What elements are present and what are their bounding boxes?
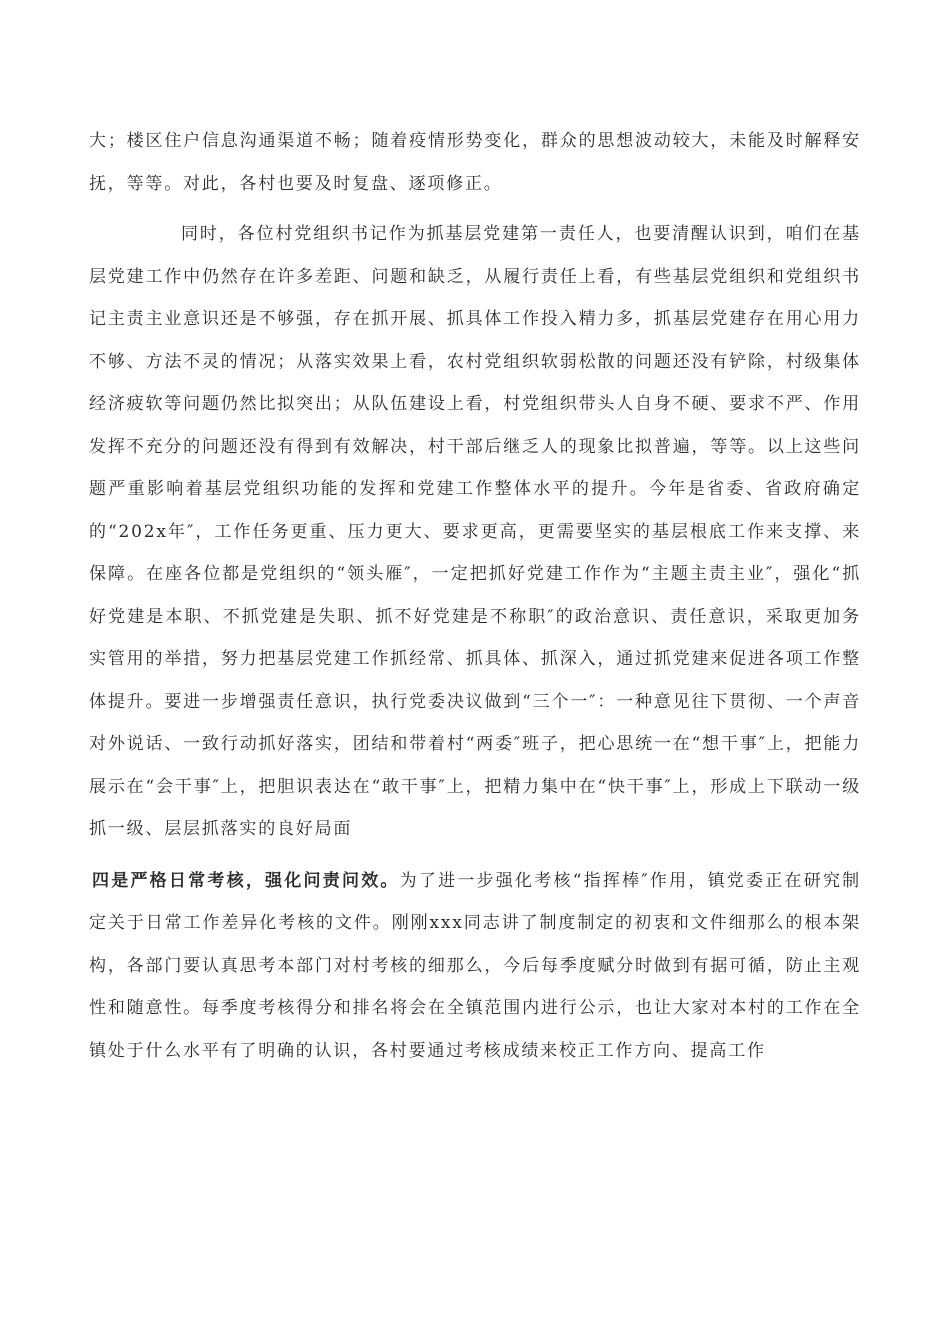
paragraph-3-text: 为了进一步强化考核“指挥棒″作用，镇党委正在研究制定关于日常工作差异化考核的文件。刚刚xxx同志讲了制度制定的初衷和文件细那么的根本架构，各部门要认真思考本部门对村考核的细那么，今后每季度赋分时做到有据可循，防止主观性和随意性。每季度考核得分和排名将会在全镇范围内进行公示，也让大家对本村的工作在全镇处于什么水平有了明确的认识，各村要通过考核成绩来校正工作方向、提高工作 [89, 870, 861, 1061]
paragraph-2 [89, 213, 861, 851]
paragraph-1 [89, 120, 861, 205]
paragraph-3-heading: 四是严格日常考核，强化问责问效。 [92, 870, 400, 891]
paragraph-3 [89, 860, 861, 1073]
paragraph-2-text: 同时，各位村党组织书记作为抓基层党建第一责任人，也要清醒认识到，咱们在基层党建工作中仍然存在许多差距、问题和缺乏，从履行责任上看，有些基层党组织和党组织书记主责主业意识还是不够强，存在抓开展、抓具体工作投入精力多，抓基层党建存在用心用力不够、方法不灵的情况；从落实效果上看，农村党组织软弱松散的问题还没有铲除，村级集体经济疲软等问题仍然比拟突出；从队伍建设上看，村党组织带头人自身不硬、要求不严、作用发挥不充分的问题还没有得到有效解决，村干部后继乏人的现象比拟普遍，等等。以上这些问题严重影响着基层党组织功能的发挥和党建工作整体水平的提升。今年是省委、省政府确定的“202x年″，工作任务更重、压力更大、要求更高，更需要坚实的基层根底工作来支撑、来保障。在座各位都是党组织的“领头雁″，一定把抓好党建工作作为“主题主责主业″，强化“抓好党建是本职、不抓党建是失职、抓不好党建是不称职″的政治意识、责任意识，采取更加务实管用的举措，努力把基层党建工作抓经常、抓具体、抓深入，通过抓党建来促进各项工作整体提升。要进一步增强责任意识，执行党委决议做到“三个一″：一种意见往下贯彻、一个声音对外说话、一致行动抓好落实，团结和带着村“两委″班子，把心思统一在“想干事″上，把能力展示在“会干事″上，把胆识表达在“敢干事″上，把精力集中在“快干事″上，形成上下联动一级抓一级、层层抓落实的良好局面 [89, 224, 861, 839]
paragraph-1-text: 大；楼区住户信息沟通渠道不畅；随着疫情形势变化，群众的思想波动较大，未能及时解释安抚，等等。对此，各村也要及时复盘、逐项修正。 [89, 131, 861, 194]
